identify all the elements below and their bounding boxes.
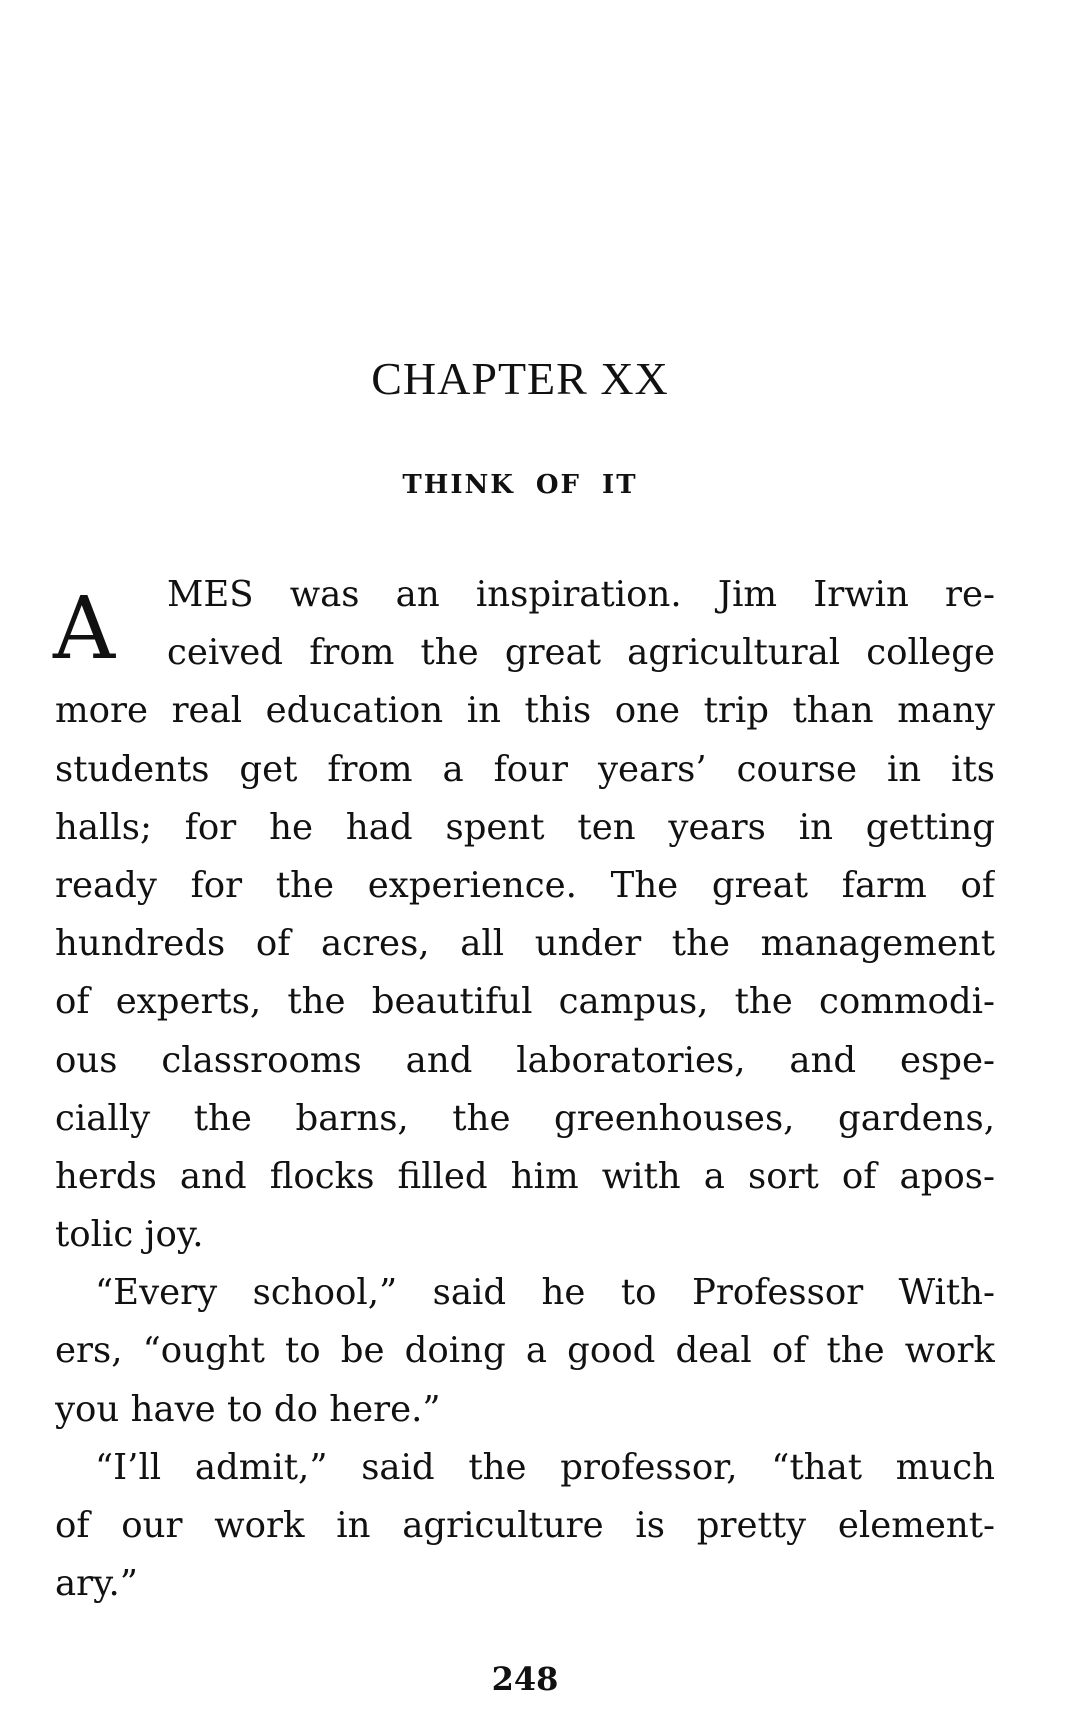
drop-cap: A (53, 579, 116, 679)
text-line: “Every school,” said he to Professor With- (95, 1272, 995, 1314)
text-line: ary.” (55, 1563, 138, 1605)
text-line: herds and flocks filled him with a sort of apos- (55, 1155, 995, 1197)
text-line: “I’ll admit,” said the professor, “that much (95, 1446, 995, 1488)
second-paragraph (55, 1264, 995, 1439)
text-line: ceived from the great agricultural college (167, 632, 995, 674)
third-paragraph (55, 1439, 995, 1614)
text-line: of our work in agriculture is pretty element- (55, 1505, 995, 1546)
text-line: you have to do here.” (55, 1388, 441, 1430)
text-line: students get from a four years’ course in its (55, 748, 995, 790)
text-line: ready for the experience. The great farm of (55, 864, 995, 906)
text-line: ers, “ought to be doing a good deal of the work (55, 1330, 995, 1372)
chapter-title: THINK OF IT (402, 470, 638, 500)
text-line: MES was an inspiration. Jim Irwin re- (167, 574, 995, 615)
page-number: 248 (491, 1660, 559, 1698)
text-line: ous classrooms and laboratories, and espe- (55, 1039, 995, 1081)
text-line: tolic joy. (55, 1214, 204, 1256)
text-line: halls; for he had spent ten years in getting (55, 806, 995, 848)
chapter-body (55, 566, 995, 1613)
text-line: more real education in this one trip than many (55, 690, 995, 732)
first-paragraph (55, 566, 995, 1264)
chapter-number: CHAPTER XX (371, 353, 669, 404)
text-line: cially the barns, the greenhouses, gardens, (55, 1097, 995, 1139)
text-line: hundreds of acres, all under the management (55, 923, 995, 965)
text-line: of experts, the beautiful campus, the commodi- (55, 981, 995, 1023)
